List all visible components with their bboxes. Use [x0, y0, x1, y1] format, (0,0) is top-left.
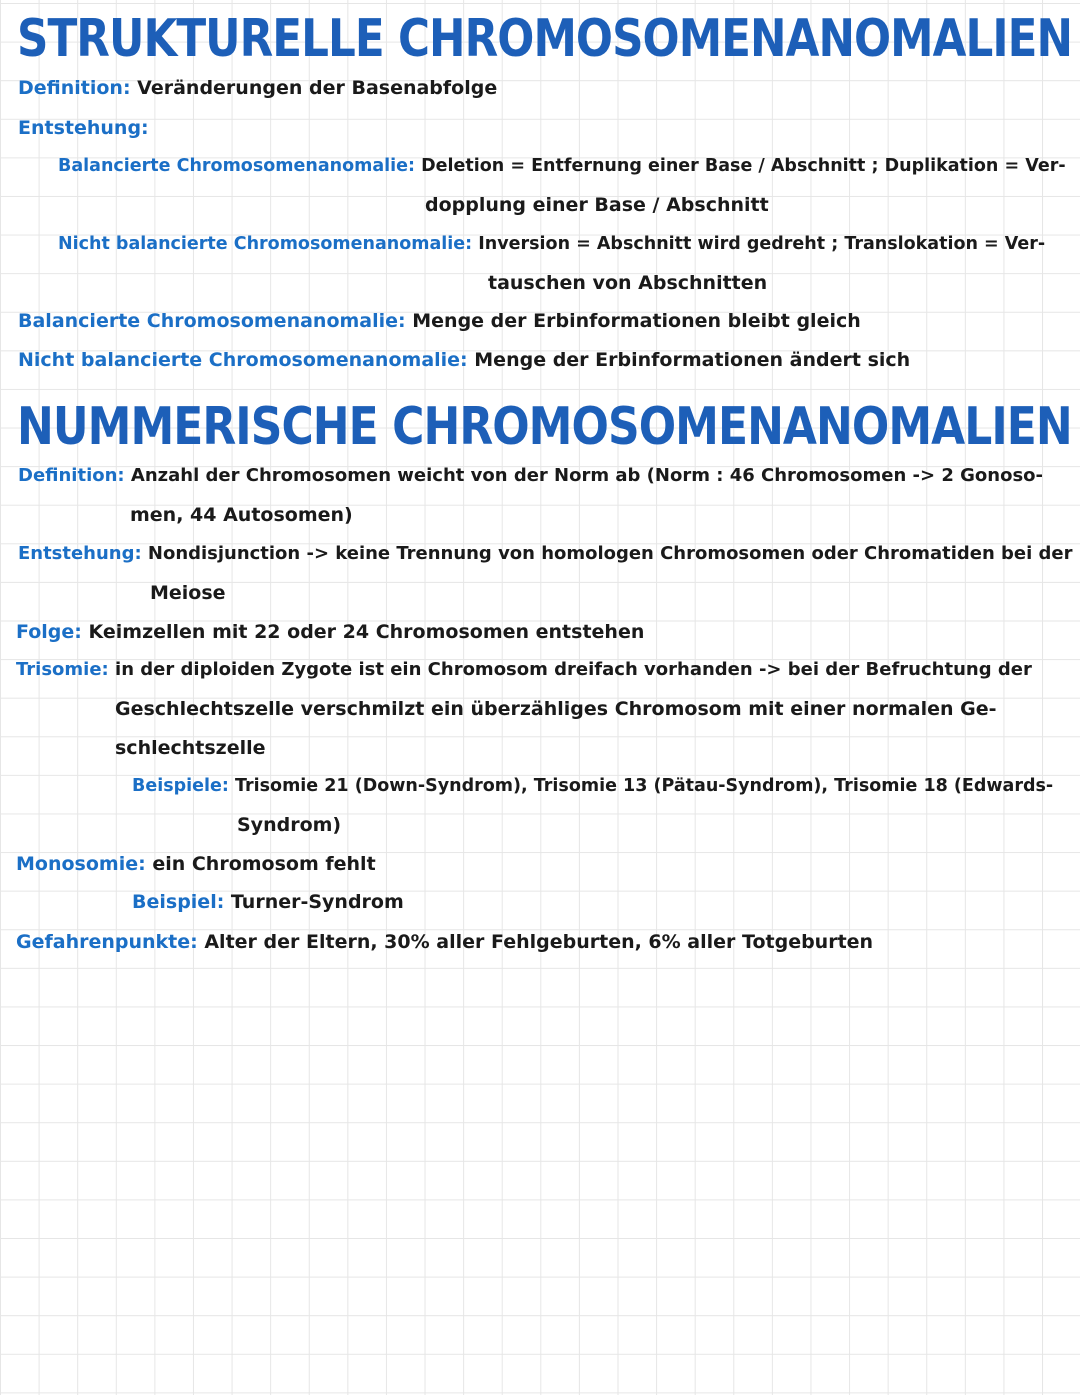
section-title-nummerische: NUMMERISCHE CHROMOSOMENANOMALIEN: [17, 396, 1072, 457]
beispiel-text: Turner-Syndrom: [224, 891, 404, 913]
beispiel-line: [132, 889, 404, 915]
balanciert-label: Balancierte Chromosomenanomalie:: [18, 310, 406, 332]
trisomie-text: in der diploiden Zygote ist ein Chromosom dreifach vorhanden -> bei der Befruchtung der: [108, 659, 1032, 680]
gefahrenpunkte-text: Alter der Eltern, 30% aller Fehlgeburten, 6% aller Totgeburten: [197, 931, 874, 953]
nicht-balanciert-entstehung-cont: tauschen von Abschnitten: [488, 272, 768, 294]
gefahrenpunkte-line: [16, 929, 873, 955]
definition-text: Veränderungen der Basenabfolge: [130, 77, 498, 99]
num-entstehung-text: Nondisjunction -> keine Trennung von homologen Chromosomen oder Chromatiden bei der: [141, 543, 1073, 564]
balanciert-text: Menge der Erbinformationen bleibt gleich: [405, 310, 861, 332]
folge-label: Folge:: [16, 621, 82, 643]
nicht-balanciert-entstehung-line: [58, 231, 1045, 257]
num-definition-line: [18, 463, 1043, 489]
beispiele-cont: Syndrom): [237, 814, 342, 836]
trisomie-cont-1: Geschlechtszelle verschmilzt ein überzähliges Chromosom mit einer normalen Ge-: [115, 698, 997, 720]
nicht-balanciert-entstehung-label: Nicht balancierte Chromosomenanomalie:: [58, 234, 473, 254]
num-entstehung-cont: Meiose: [150, 582, 226, 604]
folge-line: [16, 619, 644, 645]
balanciert-entstehung-text: Deletion = Entfernung einer Base / Abschnitt ; Duplikation = Ver-: [415, 156, 1066, 176]
balanciert-entstehung-cont: dopplung einer Base / Abschnitt: [425, 194, 769, 216]
entstehung-line: [18, 115, 149, 141]
section-title-strukturelle: STRUKTURELLE CHROMOSOMENANOMALIEN: [17, 8, 1073, 69]
gefahrenpunkte-label: Gefahrenpunkte:: [16, 931, 198, 953]
monosomie-text: ein Chromosom fehlt: [145, 853, 376, 875]
definition-label: Definition:: [18, 77, 131, 99]
nicht-balanciert-label: Nicht balancierte Chromosomenanomalie:: [18, 349, 468, 371]
nicht-balanciert-line: [18, 347, 910, 373]
monosomie-label: Monosomie:: [16, 853, 146, 875]
num-definition-label: Definition:: [18, 465, 125, 486]
nicht-balanciert-entstehung-text: Inversion = Abschnitt wird gedreht ; Translokation = Ver-: [472, 234, 1046, 254]
folge-text: Keimzellen mit 22 oder 24 Chromosomen entstehen: [81, 621, 645, 643]
num-definition-text: Anzahl der Chromosomen weicht von der Norm ab (Norm : 46 Chromosomen -> 2 Gonoso-: [124, 465, 1044, 486]
trisomie-cont-2: schlechtszelle: [115, 737, 266, 759]
num-entstehung-label: Entstehung:: [18, 543, 142, 564]
balanciert-entstehung-label: Balancierte Chromosomenanomalie:: [58, 156, 416, 176]
definition-line: [18, 75, 497, 101]
balanciert-entstehung-line: [58, 153, 1066, 179]
balanciert-line: [18, 308, 861, 334]
beispiel-label: Beispiel:: [132, 891, 225, 913]
trisomie-line: [16, 657, 1032, 683]
beispiele-line: [132, 773, 1053, 799]
beispiele-label: Beispiele:: [132, 776, 229, 796]
nicht-balanciert-text: Menge der Erbinformationen ändert sich: [467, 349, 911, 371]
monosomie-line: [16, 851, 376, 877]
num-entstehung-line: [18, 541, 1072, 567]
trisomie-label: Trisomie:: [16, 659, 109, 680]
num-definition-cont: men, 44 Autosomen): [130, 504, 353, 526]
beispiele-text: Trisomie 21 (Down-Syndrom), Trisomie 13 (Pätau-Syndrom), Trisomie 18 (Edwards-: [228, 776, 1054, 796]
entstehung-label: Entstehung:: [18, 117, 149, 139]
